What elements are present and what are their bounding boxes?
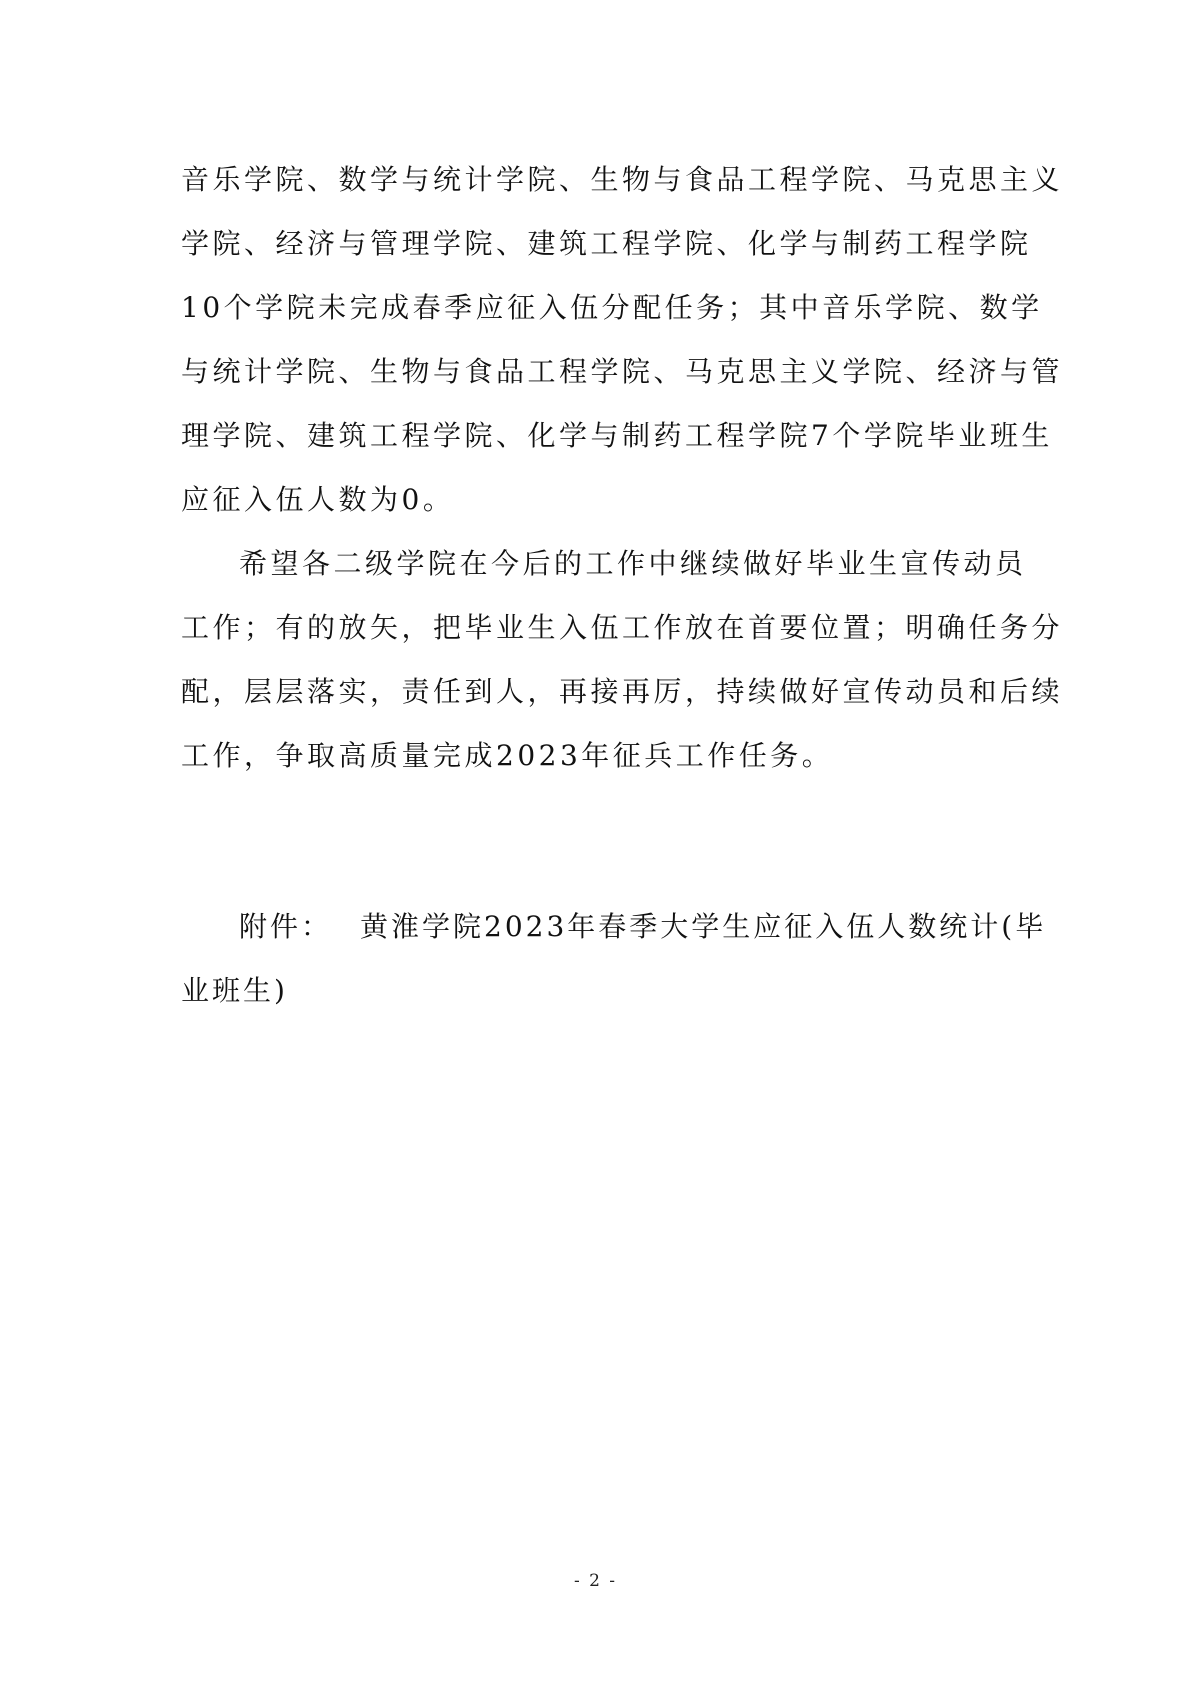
- text-line: 学院、经济与管理学院、建筑工程学院、化学与制药工程学院: [181, 227, 1032, 260]
- text-line: 理学院、建筑工程学院、化学与制药工程学院7个学院毕业班生: [181, 419, 1053, 452]
- text-line: 10个学院未完成春季应征入伍分配任务；其中音乐学院、数学: [181, 291, 1043, 324]
- attachment-note: [181, 895, 1047, 1023]
- attachment-title: 黄淮学院2023年春季大学生应征入伍人数统计(毕: [360, 910, 1047, 943]
- text-line: 音乐学院、数学与统计学院、生物与食品工程学院、马克思主义: [181, 163, 1064, 196]
- attachment-title-continued: 业班生): [181, 974, 288, 1007]
- attachment-label: 附件：: [239, 910, 333, 943]
- document-body: [181, 148, 1064, 788]
- paragraph-unfinished-colleges: [181, 148, 1064, 532]
- text-line: 工作，争取高质量完成2023年征兵工作任务。: [181, 739, 834, 772]
- text-line: 工作；有的放矢，把毕业生入伍工作放在首要位置；明确任务分: [181, 611, 1064, 644]
- text-line: 配，层层落实，责任到人，再接再厉，持续做好宣传动员和后续: [181, 675, 1064, 708]
- paragraph-expectations: [181, 532, 1064, 788]
- page-number: - 2 -: [573, 1571, 618, 1591]
- attachment-line: [181, 895, 1047, 959]
- text-line: 与统计学院、生物与食品工程学院、马克思主义学院、经济与管: [181, 355, 1064, 388]
- text-line: 希望各二级学院在今后的工作中继续做好毕业生宣传动员: [239, 547, 1027, 580]
- text-line: 应征入伍人数为0。: [181, 483, 455, 516]
